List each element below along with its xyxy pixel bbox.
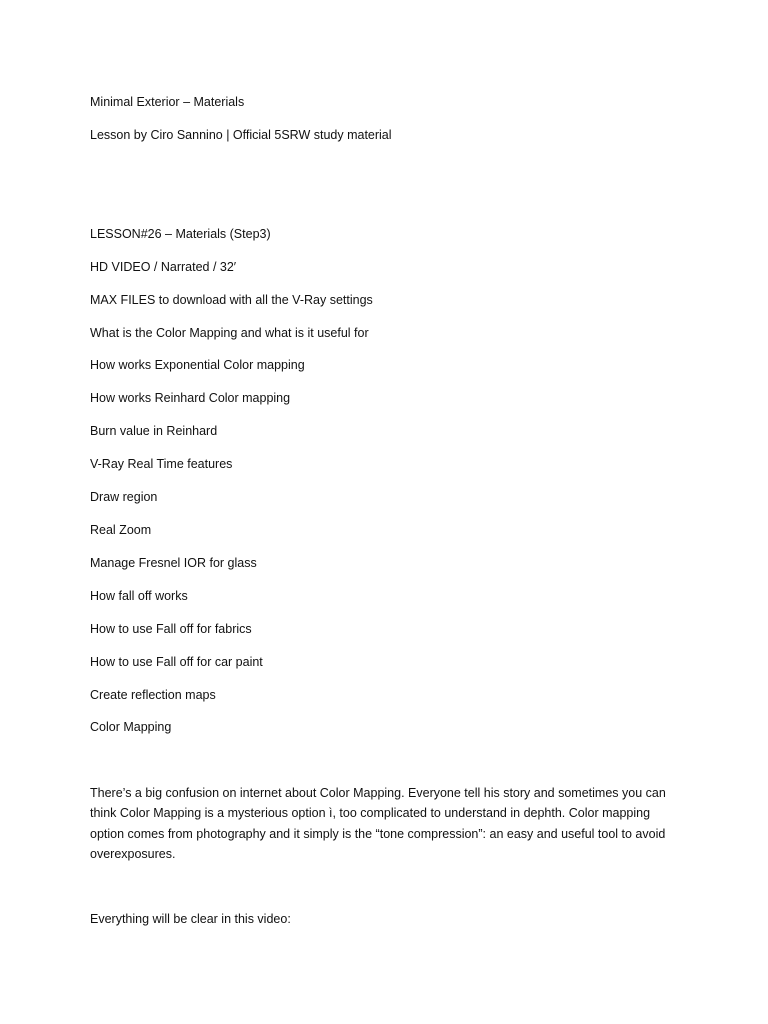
list-item: Real Zoom <box>90 523 152 537</box>
list-item: Draw region <box>90 490 158 504</box>
list-item: Manage Fresnel IOR for glass <box>90 556 257 570</box>
list-item: How works Exponential Color mapping <box>90 358 305 372</box>
body-paragraph: There’s a big confusion on internet about Color Mapping. Everyone tell his story and sometimes you can think Color Mapping is a mysterious option ì, too complicated to understand in dephth. Color mapping option comes from photography and it simply is the “tone compression”: an easy and useful tool to avoid overexposures. <box>90 786 666 861</box>
list-item: MAX FILES to download with all the V-Ray settings <box>90 293 373 307</box>
list-item: How to use Fall off for car paint <box>90 655 263 669</box>
section-heading: Color Mapping <box>90 720 172 734</box>
list-item: How fall off works <box>90 589 188 603</box>
closing-line: Everything will be clear in this video: <box>90 912 291 926</box>
list-item: Burn value in Reinhard <box>90 424 218 438</box>
list-item: How to use Fall off for fabrics <box>90 622 252 636</box>
list-item: How works Reinhard Color mapping <box>90 391 291 405</box>
list-item: HD VIDEO / Narrated / 32′ <box>90 260 237 274</box>
document-title: Minimal Exterior – Materials <box>90 95 245 109</box>
list-item: What is the Color Mapping and what is it useful for <box>90 326 369 340</box>
lesson-heading: LESSON#26 – Materials (Step3) <box>90 227 271 241</box>
list-item: Create reflection maps <box>90 688 216 702</box>
list-item: V-Ray Real Time features <box>90 457 233 471</box>
byline: Lesson by Ciro Sannino | Official 5SRW study material <box>90 128 392 142</box>
